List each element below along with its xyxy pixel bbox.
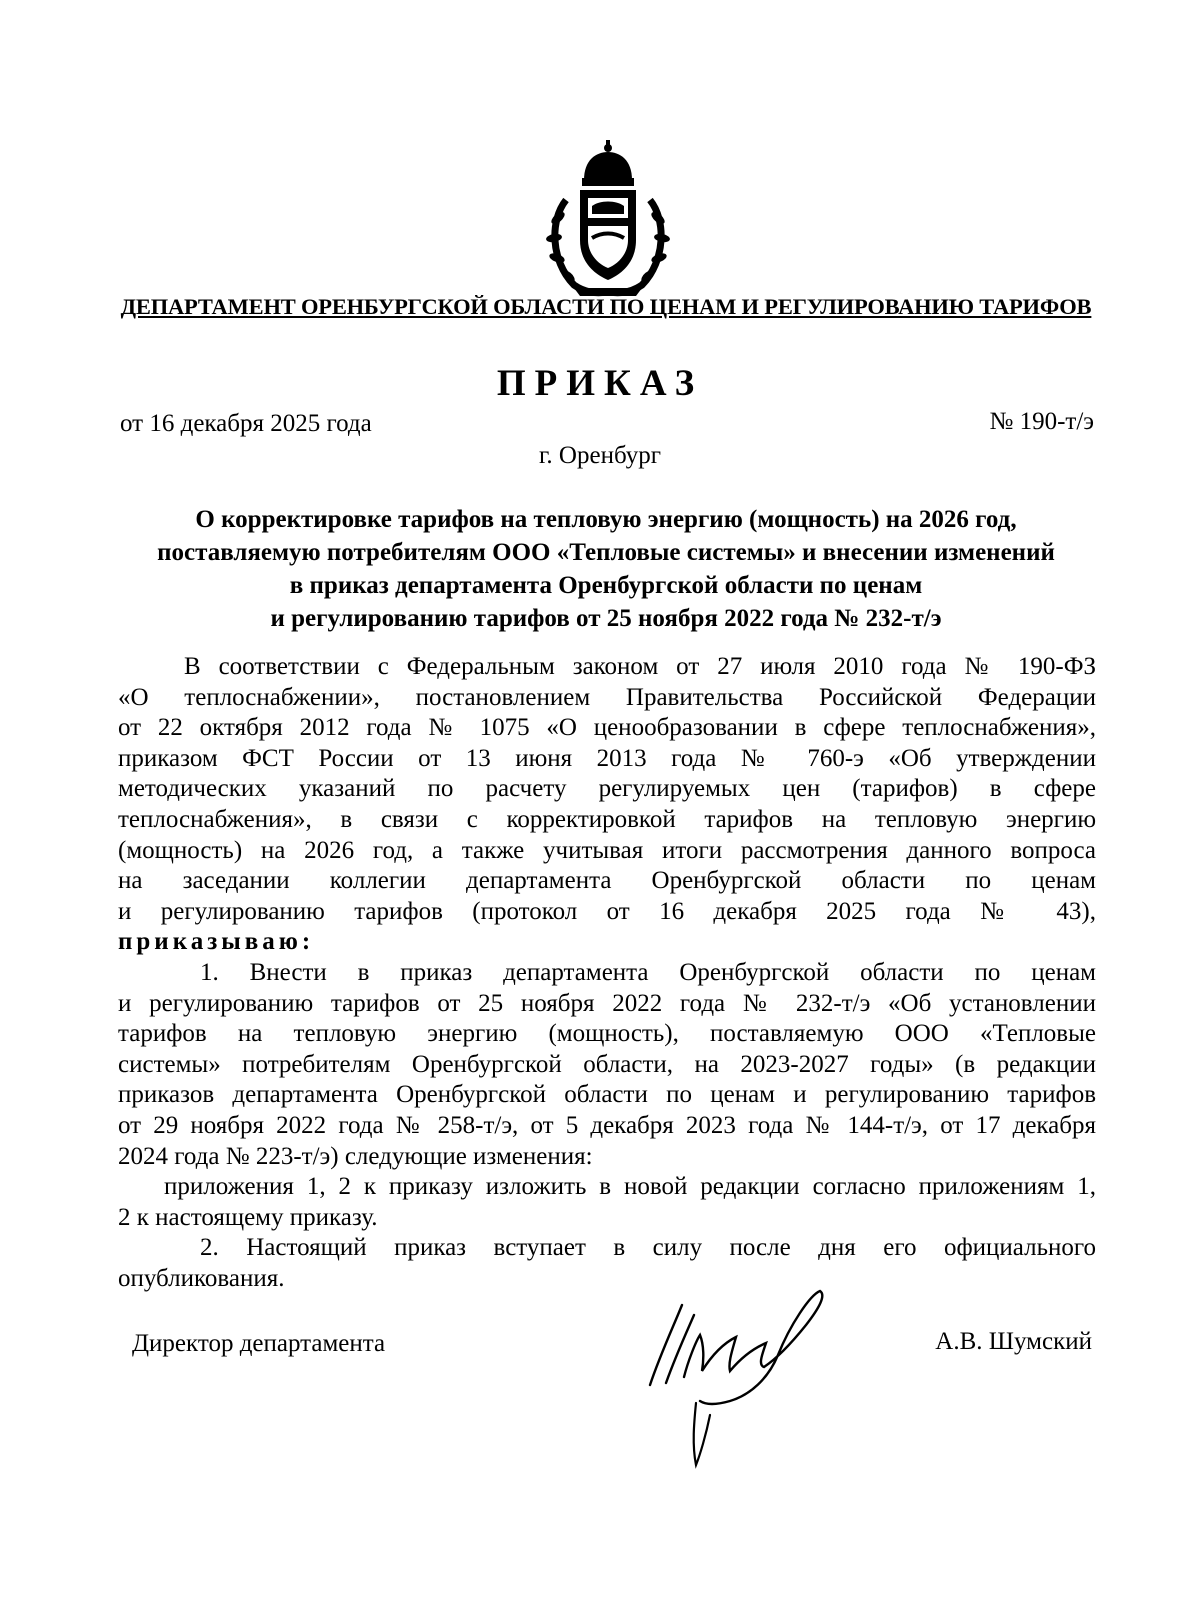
signer-role: Директор департамента xyxy=(132,1330,386,1357)
order-date: от 16 декабря 2025 года xyxy=(120,410,372,437)
order-subject xyxy=(110,503,1102,635)
order-body xyxy=(118,652,1096,1294)
preamble-line: «О теплоснабжении», постановлением Правительства Российской Федерации xyxy=(118,683,1096,711)
preamble-line: (мощность) на 2026 год, а также учитывая итоги рассмотрения данного вопроса xyxy=(118,836,1096,864)
item-1-line: 1. Внести в приказ департамента Оренбургской области по ценам xyxy=(200,958,1096,986)
item-2-line: 2. Настоящий приказ вступает в силу после дня его официального xyxy=(200,1234,1096,1262)
preamble-line: и регулированию тарифов (протокол от 16 декабря 2025 года № 43), xyxy=(118,897,1096,925)
subject-line: в приказ департамента Оренбургской области по ценам xyxy=(289,572,923,599)
preamble-line: методических указаний по расчету регулируемых цен (тарифов) в сфере xyxy=(118,775,1096,803)
order-word: приказываю: xyxy=(118,928,315,956)
item-2-line: опубликования. xyxy=(118,1264,285,1292)
document-title: ПРИКАЗ xyxy=(496,363,704,404)
subject-line: и регулированию тарифов от 25 ноября 2022 года № 232-т/э xyxy=(270,605,942,632)
subject-line: О корректировке тарифов на тепловую энергию (мощность) на 2026 год, xyxy=(195,506,1017,533)
preamble-line: В соответствии с Федеральным законом от 27 июля 2010 года № 190-ФЗ xyxy=(184,653,1096,680)
subject-line: поставляемую потребителям ООО «Тепловые системы» и внесении изменений xyxy=(157,539,1055,566)
item-1-line: и регулированию тарифов от 25 ноября 2022 года № 232-т/э «Об установлении xyxy=(118,989,1096,1017)
preamble-line: от 22 октября 2012 года № 1075 «О ценообразовании в сфере теплоснабжения», xyxy=(118,714,1096,742)
coat-of-arms-icon xyxy=(544,140,672,298)
preamble-line: на заседании коллегии департамента Оренбургской области по ценам xyxy=(118,867,1096,895)
item-1-sub-line: 2 к настоящему приказу. xyxy=(118,1203,378,1231)
item-1-line: от 29 ноября 2022 года № 258-т/э, от 5 декабря 2023 года № 144-т/э, от 17 декабря xyxy=(118,1111,1096,1139)
item-1-line: тарифов на тепловую энергию (мощность), поставляемую ООО «Тепловые xyxy=(118,1020,1096,1048)
department-name: ДЕПАРТАМЕНТ ОРЕНБУРГСКОЙ ОБЛАСТИ ПО ЦЕНАМ И РЕГУЛИРОВАНИЮ ТАРИФОВ xyxy=(120,294,1092,319)
handwritten-signature xyxy=(640,1285,840,1475)
signer-name: А.В. Шумский xyxy=(935,1328,1092,1355)
preamble-line: приказом ФСТ России от 13 июня 2013 года № 760-э «Об утверждении xyxy=(118,744,1096,772)
item-1-line: системы» потребителям Оренбургской области, на 2023-2027 годы» (в редакции xyxy=(118,1050,1096,1078)
preamble-line: теплоснабжения», в связи с корректировкой тарифов на тепловую энергию xyxy=(118,805,1096,833)
order-number: № 190-т/э xyxy=(989,408,1094,435)
order-city: г. Оренбург xyxy=(539,442,661,469)
item-1-line: 2024 года № 223-т/э) следующие изменения: xyxy=(118,1142,593,1170)
item-1-line: приказов департамента Оренбургской области по ценам и регулированию тарифов xyxy=(118,1081,1096,1109)
item-1-sub-line: приложения 1, 2 к приказу изложить в новой редакции согласно приложениям 1, xyxy=(164,1173,1096,1201)
